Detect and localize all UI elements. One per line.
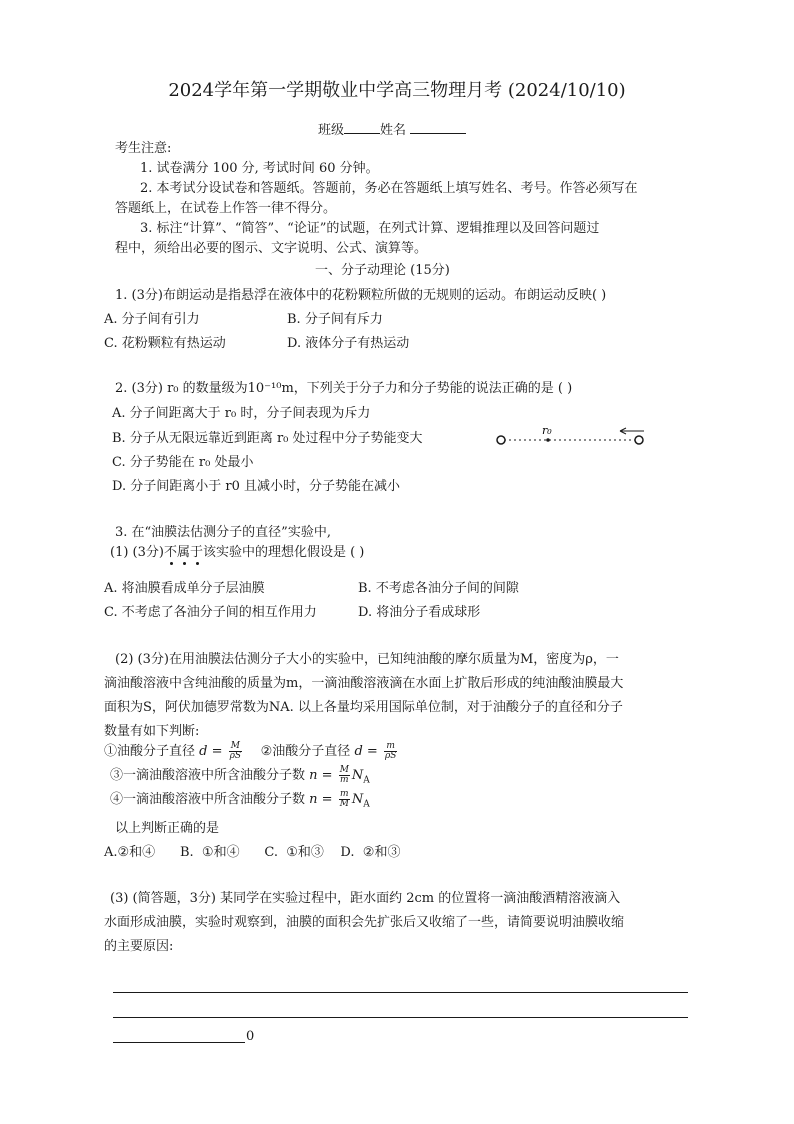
name-label: 姓名: [380, 123, 407, 138]
question-3-part-2-line-2: 滴油酸溶液中含纯油酸的质量为m，一滴油酸溶液滴在水面上扩散后形成的纯油酸油膜最大: [104, 676, 624, 691]
judgement-4-text: ④一滴油酸溶液中所含油酸分子数: [110, 792, 310, 807]
question-2-stem: 2. (3分) r₀ 的数量级为10⁻¹⁰m，下列关于分子力和分子势能的说法正确的是 ( ): [115, 381, 573, 396]
judgement-3-var: n: [309, 768, 318, 783]
question-3-part-2-line-1: (2) (3分)在用油膜法估测分子大小的实验中，已知纯油酸的摩尔质量为M，密度为ρ，一: [115, 652, 619, 667]
question-3-stem: 3. 在“油膜法估测分子的直径”实验中,: [115, 525, 331, 540]
question-3-part-1-option-b: B. 不考虑各油分子间的间隙: [358, 581, 519, 596]
question-1-option-a: A. 分子间有引力: [104, 312, 200, 327]
notice-item-2-line-2: 答题纸上，在试卷上作答一律不得分。: [115, 201, 337, 216]
emphasis-dot: [170, 562, 173, 565]
question-3-part-2-prompt: 以上判断正确的是: [115, 821, 220, 836]
judgement-4: ④一滴油酸溶液中所含油酸分子数 n = $\frac{m}{M}$ $N_A$: [110, 789, 370, 810]
question-3-part-1-option-d: D. 将油分子看成球形: [358, 605, 481, 620]
judgement-2-fraction: $\frac{m}{\rho S}$: [384, 741, 397, 761]
answer-line-2[interactable]: [113, 1017, 688, 1018]
judgement-1-fraction: $\frac{M}{\rho S}$: [229, 741, 242, 761]
class-label: 班级: [318, 123, 345, 138]
question-3-part-3-line-2: 水面形成油膜，实验时观察到，油膜的面积会先扩张后又收缩了一些，请简要说明油膜收缩: [104, 915, 625, 930]
judgement-1-var: d: [199, 744, 208, 759]
question-2-option-d: D. 分子间距离小于 r0 且减小时，分子势能在减小: [112, 479, 400, 494]
question-3-part-1-stem: (1) (3分)不属于该实验中的理想化假设是 ( ): [110, 545, 365, 560]
judgement-3: ③一滴油酸溶液中所含油酸分子数 n = $\frac{M}{m}$ $N_A$: [110, 765, 370, 786]
notice-item-1: 1. 试卷满分 100 分, 考试时间 60 分钟。: [140, 161, 379, 176]
judgement-3-text: ③一滴油酸溶液中所含油酸分子数: [110, 768, 310, 783]
judgement-1-2: ①油酸分子直径 d = $\frac{M}{\rho S}$ ②油酸分子直径 d = $\frac{m}{\rho S}$: [104, 741, 397, 761]
notice-item-2-line-1: 2. 本考试分设试卷和答题纸。答题前，务必在答题纸上填写姓名、考号。作答必须写在: [140, 181, 638, 196]
question-3-part-2-line-3: 面积为S，阿伏加德罗常数为NA. 以上各量均采用国际单位制，对于油酸分子的直径和分子: [104, 700, 623, 715]
r0-label: r₀: [542, 424, 552, 437]
notice-heading: 考生注意:: [115, 141, 172, 156]
question-3-part-2-line-4: 数量有如下判断:: [104, 724, 200, 739]
molecule-right: [635, 436, 643, 444]
question-1-option-b: B. 分子间有斥力: [287, 312, 383, 327]
r0-point: [546, 438, 550, 442]
class-blank: [344, 121, 380, 134]
answer-line-1[interactable]: [113, 992, 688, 993]
judgement-3-sub: A: [363, 775, 370, 786]
question-3-part-3-line-1: (3) (简答题，3分) 某同学在实验过程中，距水面约 2cm 的位置将一滴油酸酒精溶液滴入: [110, 891, 621, 906]
question-1-stem: 1. (3分)布朗运动是指悬浮在液体中的花粉颗粒所做的无规则的运动。布朗运动反映( ): [115, 288, 607, 303]
question-3-part-1-option-a: A. 将油膜看成单分子层油膜: [104, 581, 265, 596]
emphasis-dot: [183, 562, 186, 565]
name-blank: [410, 121, 466, 134]
judgement-4-sub: A: [363, 799, 370, 810]
judgement-2-var: d: [354, 744, 363, 759]
notice-item-3-line-2: 程中，须给出必要的图示、文字说明、公式、演算等。: [115, 241, 428, 256]
notice-item-3-line-1: 3. 标注“计算”、“简答”、“论证”的试题，在列式计算、逻辑推理以及回答问题过: [140, 221, 600, 236]
answer-end-mark: 0: [246, 1029, 255, 1044]
judgement-4-var: n: [309, 792, 318, 807]
question-2-option-b: B. 分子从无限远靠近到距离 r₀ 处过程中分子势能变大: [112, 431, 423, 446]
section-heading: 一、分子动理论 (15分): [315, 263, 450, 278]
question-3-part-1-option-c: C. 不考虑了各油分子间的相互作用力: [104, 605, 317, 620]
page-title: 2024学年第一学期敬业中学高三物理月考 (2024/10/10): [168, 80, 626, 101]
student-info: [318, 121, 466, 139]
question-3-part-2-options: A.②和④ B. ①和④ C. ①和③ D. ②和③: [104, 845, 401, 860]
answer-line-3[interactable]: [113, 1042, 245, 1043]
judgement-3-fraction: $\frac{M}{m}$: [339, 765, 349, 785]
question-2-option-a: A. 分子间距离大于 r₀ 时，分子间表现为斥力: [112, 406, 371, 421]
judgement-1-text: ①油酸分子直径: [104, 744, 200, 759]
judgement-3-n: N: [351, 768, 364, 783]
judgement-2-text: ②油酸分子直径: [260, 744, 355, 759]
question-3-part-3-line-3: 的主要原因:: [104, 939, 174, 954]
question-2-option-c: C. 分子势能在 r₀ 处最小: [112, 455, 254, 470]
molecule-left: [497, 436, 505, 444]
emphasis-dot: [196, 562, 199, 565]
judgement-4-fraction: $\frac{m}{M}$: [339, 789, 349, 809]
question-1-option-d: D. 液体分子有热运动: [287, 336, 410, 351]
question-1-option-c: C. 花粉颗粒有热运动: [104, 336, 226, 351]
judgement-4-n: N: [351, 792, 364, 807]
molecule-distance-diagram: [490, 420, 650, 452]
